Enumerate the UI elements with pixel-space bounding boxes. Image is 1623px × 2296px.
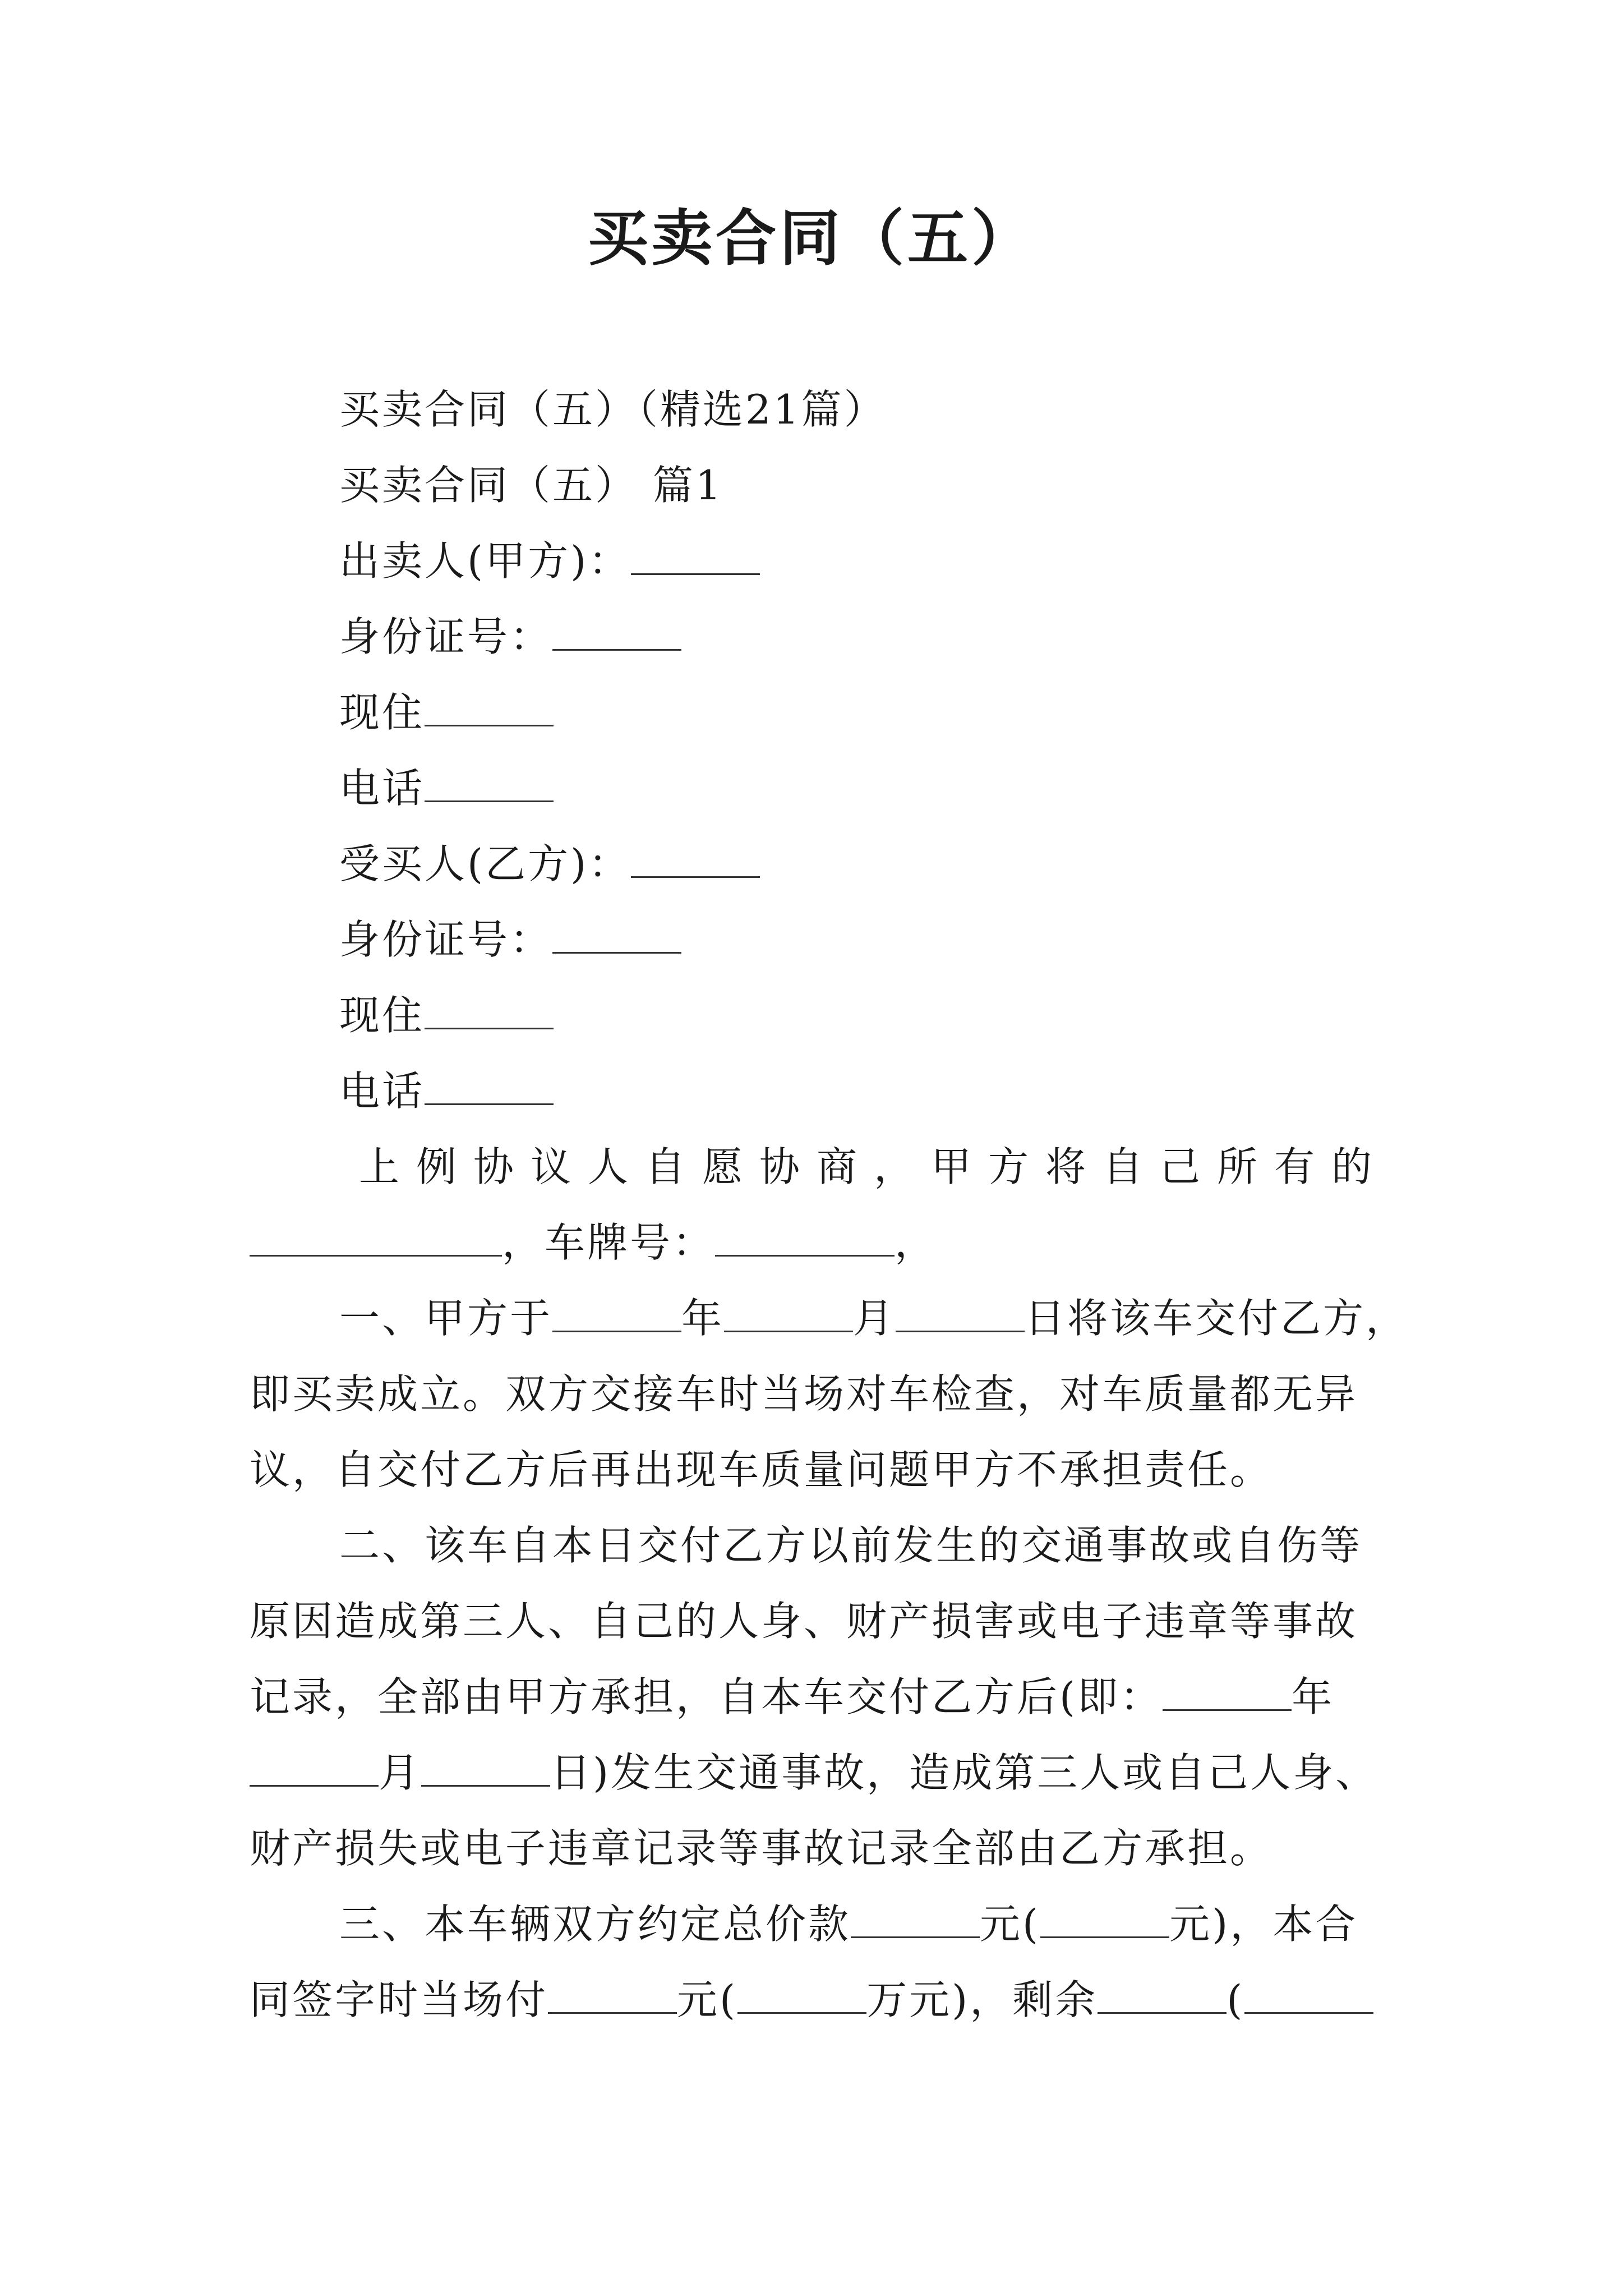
buyer-id-label: 身份证号： (339, 916, 553, 963)
clause-3-text-g: ( (1227, 1976, 1245, 2023)
clause-3-text-c: 元)，本合 (1169, 1901, 1358, 1948)
clause-1-line-2: 即买卖成立。双方交接车时当场对车检查，对车质量都无异 (250, 1370, 1358, 1418)
seller-address-row (339, 684, 554, 740)
clause-1-line-3: 议，自交付乙方后再出现车质量问题甲方不承担责任。 (250, 1446, 1273, 1493)
clause-3-remaining-blank (1098, 1977, 1227, 2014)
clause-3-line-1 (339, 1896, 1358, 1952)
seller-address-label: 现住 (339, 689, 425, 736)
clause-1-day-blank (896, 1296, 1025, 1332)
clause-2-year-blank (1163, 1674, 1292, 1711)
clause-2-text-b: 日)发生交通事故，造成第三人或自己人身、 (550, 1749, 1378, 1796)
clause-2-text-a: 记录，全部由甲方承担，自本车交付乙方后(即： (250, 1673, 1163, 1720)
seller-phone-label: 电话 (339, 765, 425, 812)
clause-3-text-b: 元( (980, 1901, 1041, 1948)
clause-2-month: 月 (379, 1749, 422, 1796)
buyer-row (339, 836, 760, 892)
seller-id-label: 身份证号： (339, 613, 553, 660)
clause-2-line-3 (250, 1669, 1334, 1725)
buyer-address-blank (425, 993, 554, 1029)
buyer-id-row (339, 912, 681, 968)
intro-line-2-end: ， (895, 1219, 938, 1266)
clause-3-text-d: 同签字时当场付 (250, 1976, 548, 2023)
buyer-id-blank (552, 917, 681, 954)
buyer-label: 受买人(乙方)： (339, 840, 631, 887)
clause-3-text-f: 万元)，剩余 (866, 1976, 1098, 2023)
clause-2-day-blank (421, 1750, 550, 1787)
plate-blank (715, 1220, 895, 1257)
intro-line-1: 上例协议人自愿协商，甲方将自己所有的 (359, 1143, 1389, 1190)
document-subtitle: 买卖合同（五）（精选21篇） (339, 386, 887, 433)
clause-3-text-e: 元( (677, 1976, 738, 2023)
clause-2-month-blank (250, 1750, 379, 1787)
clause-2-line-4 (250, 1745, 1378, 1801)
clause-1-text-a: 一、甲方于 (339, 1295, 553, 1342)
seller-row (339, 533, 760, 589)
buyer-phone-label: 电话 (339, 1068, 425, 1115)
section-heading: 买卖合同（五） 篇1 (339, 462, 723, 509)
seller-blank (631, 539, 760, 575)
clause-1-month-blank (724, 1296, 853, 1332)
clause-1-year-blank (552, 1296, 681, 1332)
seller-id-row (339, 609, 681, 665)
clause-3-paid-blank (548, 1977, 677, 2014)
seller-label: 出卖人(甲方)： (339, 537, 631, 585)
clause-1-text-d: 日将该车交付乙方， (1025, 1295, 1409, 1342)
seller-phone-blank (425, 766, 554, 802)
clause-1-line-1 (339, 1290, 1408, 1346)
clause-2-line-1: 二、该车自本日交付乙方以前发生的交通事故或自伤等 (339, 1522, 1363, 1569)
buyer-phone-row (339, 1063, 554, 1119)
vehicle-blank (250, 1220, 502, 1257)
clause-3-remaining-capital-blank (1244, 1977, 1373, 2014)
seller-address-blank (425, 690, 554, 726)
buyer-address-row (339, 987, 554, 1043)
document-title: 买卖合同（五） (587, 203, 1035, 274)
clause-1-month: 月 (853, 1295, 896, 1342)
clause-2-year: 年 (1292, 1673, 1335, 1720)
clause-3-text-a: 三、本车辆双方约定总价款 (339, 1901, 851, 1948)
buyer-phone-blank (425, 1069, 554, 1105)
clause-1-year: 年 (681, 1295, 725, 1342)
clause-2-line-5: 财产损失或电子违章记录等事故记录全部由乙方承担。 (250, 1825, 1273, 1872)
clause-3-total-capital-blank (1040, 1902, 1169, 1938)
clause-3-line-2 (250, 1972, 1373, 2028)
intro-line-2 (250, 1214, 937, 1271)
clause-2-line-2: 原因造成第三人、自己的人身、财产损害或电子违章等事故 (250, 1598, 1358, 1645)
clause-3-total-blank (851, 1902, 980, 1938)
plate-label: ，车牌号： (502, 1219, 716, 1266)
seller-id-blank (552, 614, 681, 651)
clause-3-paid-capital-blank (737, 1977, 866, 2014)
buyer-address-label: 现住 (339, 992, 425, 1039)
buyer-blank (631, 841, 760, 878)
seller-phone-row (339, 760, 554, 816)
